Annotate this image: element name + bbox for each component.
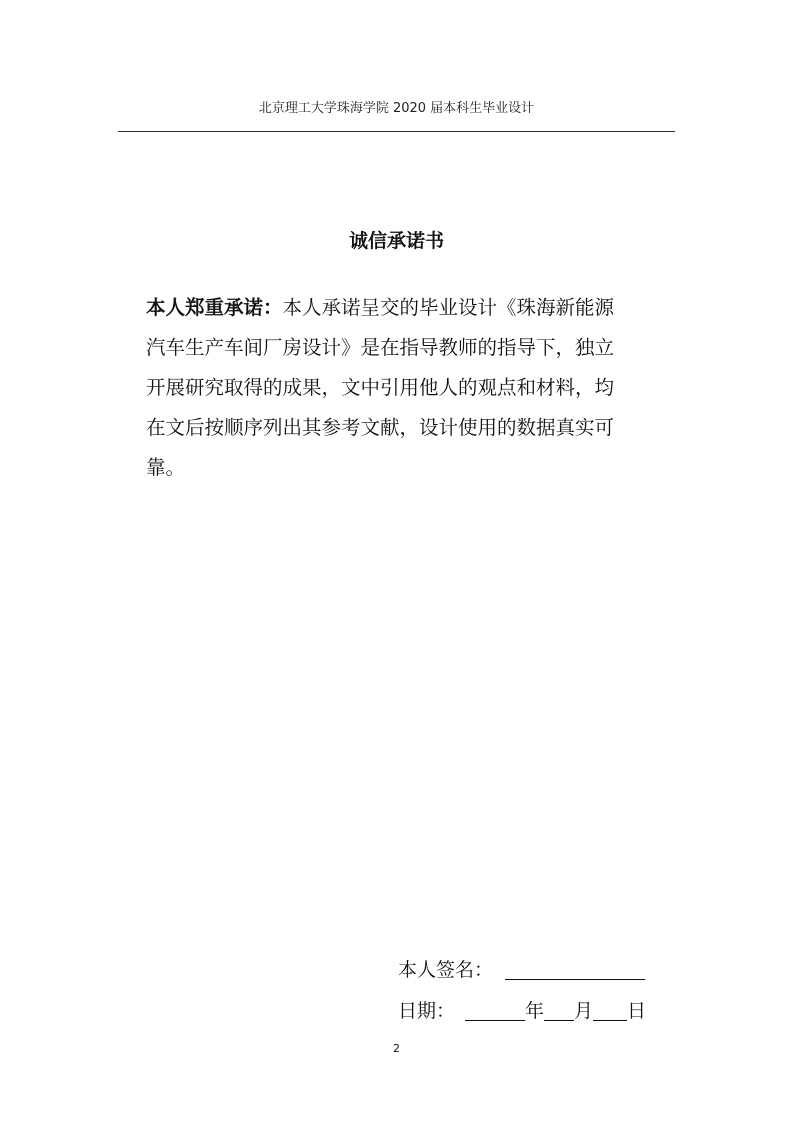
page-title: 诚信承诺书 [348,230,444,252]
signature-row [398,955,645,982]
pledge-line-1 [146,288,636,328]
header-divider [118,131,675,132]
date-label: 日期： [398,1000,456,1022]
pledge-line-1-text: 本人承诺呈交的毕业设计《珠海新能源 [282,296,615,319]
pledge-line-3: 开展研究取得的成果，文中引用他人的观点和材料，均 [146,376,615,399]
signature-blank[interactable] [505,959,645,980]
day-label: 日 [627,1000,647,1022]
date-row [398,996,646,1023]
pledge-line-4: 在文后按顺序列出其参考文献，设计使用的数据真实可 [146,416,615,439]
pledge-line-2: 汽车生产车间厂房设计》是在指导教师的指导下，独立 [146,336,615,359]
signature-label: 本人签名： [398,959,494,981]
pledge-paragraph [146,288,636,488]
pledge-lead: 本人郑重承诺： [146,296,283,319]
year-blank[interactable] [465,1000,525,1021]
year-label: 年 [525,1000,545,1022]
page-number: 2 [393,1042,400,1055]
running-header: 北京理工大学珠海学院 2020 届本科生毕业设计 [258,101,535,116]
month-blank[interactable] [544,1000,574,1021]
pledge-line-5: 靠。 [146,456,186,479]
month-label: 月 [574,1000,594,1022]
day-blank[interactable] [593,1000,627,1021]
